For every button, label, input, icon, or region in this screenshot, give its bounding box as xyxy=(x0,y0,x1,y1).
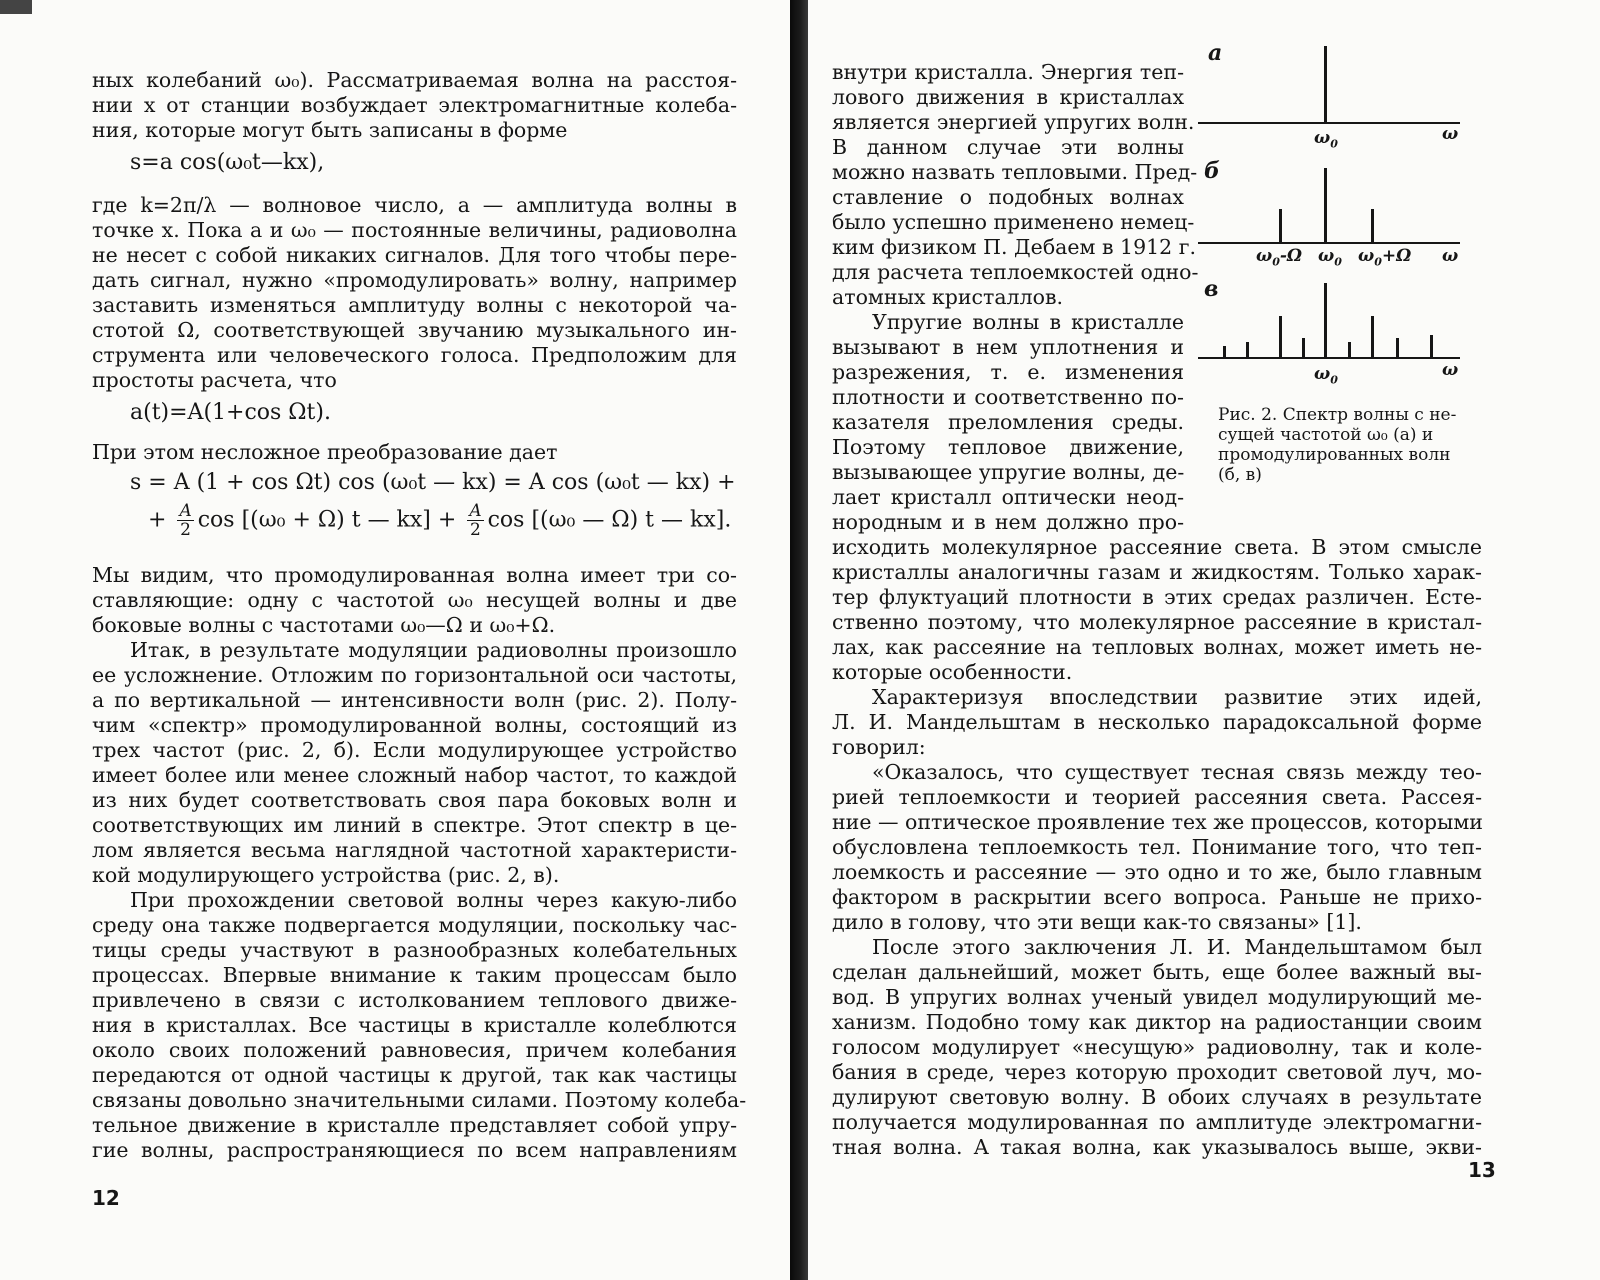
text-line: рией теплоемкости и теорией рассеяния света. Рассея- xyxy=(832,785,1482,809)
text-line: ставление о подобных волнах xyxy=(832,185,1184,209)
scan-corner-shadow xyxy=(0,0,32,14)
fraction: $\frac{A}{2}$ xyxy=(179,501,192,540)
text-line: лах, как рассеяние на тепловых волнах, может иметь не- xyxy=(832,635,1482,659)
text-line: разрежения, т. е. изменения xyxy=(832,360,1184,384)
text-line: процессах. Впервые внимание к таким процессам было xyxy=(92,963,737,987)
text-line: где k=2π/λ — волновое число, a — амплитуда волны в xyxy=(92,193,737,217)
text-line: исходить молекулярное рассеяние света. В этом смысле xyxy=(832,535,1482,559)
text-line: казателя преломления среды. xyxy=(832,410,1184,434)
text-line: голосом модулирует «несущую» радиоволну, так и коле- xyxy=(832,1035,1482,1059)
page-number: 13 xyxy=(1468,1158,1496,1182)
caption-line: промодулированных волн xyxy=(1218,445,1451,465)
formula-amplitude: a(t)=A(1+cos Ωt). xyxy=(130,400,331,425)
text-line: получается модулированная по амплитуде электромагни- xyxy=(832,1110,1482,1134)
text-line: ственно поэтому, что молекулярное рассеяние в кристал- xyxy=(832,610,1482,634)
text-line: не несет с собой никаких сигналов. Для того чтобы пере- xyxy=(92,243,737,267)
panel-b-omega-minus-label: $\omega_0-\Omega$ xyxy=(1256,246,1303,269)
text-line: При этом несложное преобразование дает xyxy=(92,440,558,464)
panel-c-spectrum-line-1 xyxy=(1223,346,1226,357)
text-line: тер флуктуаций плотности в этих средах различен. Есте- xyxy=(832,585,1482,609)
panel-c-spectrum-line-9 xyxy=(1430,335,1433,357)
panel-c-spectrum-line-5 xyxy=(1324,283,1327,357)
formula-modulated-wave-2: + $\frac{A}{2}$ cos [(ω₀ + Ω) t — kx] + $\frac{A}{2}$ cos [(ω₀ — Ω) t — kx]. xyxy=(148,501,732,540)
text-line: струмента или человеческого голоса. Предположим для xyxy=(92,343,737,367)
text-line: которые особенности. xyxy=(832,660,1073,684)
text-line: фактором в раскрытии всего вопроса. Раньше не прихо- xyxy=(832,885,1482,909)
panel-a-axis xyxy=(1198,122,1460,124)
formula-carrier-wave: s=a cos(ω₀t—kx), xyxy=(130,150,325,175)
text-line: лает кристалл оптически неод- xyxy=(832,485,1184,509)
panel-c-spectrum-line-2 xyxy=(1246,342,1249,357)
panel-c-spectrum-line-7 xyxy=(1371,316,1374,357)
text-line: Мы видим, что промодулированная волна имеет три со- xyxy=(92,563,737,587)
panel-c-label: в xyxy=(1204,276,1219,302)
panel-c-omega0-label: $\omega_0$ xyxy=(1314,364,1338,387)
text-line: тная волна. А такая волна, как указывалось выше, экви- xyxy=(832,1135,1482,1159)
text-line: связаны довольно значительными силами. Поэтому колеба- xyxy=(92,1088,747,1112)
formula-modulated-wave-1: s = A (1 + cos Ωt) cos (ω₀t — kx) = A cos (ω₀t — kx) + xyxy=(130,470,736,495)
text-line: бания в среде, через которую проходит световой луч, мо- xyxy=(832,1060,1482,1084)
text-line: вызывают в нем уплотнения и xyxy=(832,335,1184,359)
text-line: вызывающее упругие волны, де- xyxy=(832,460,1185,484)
text-line: среду она также подвергается модуляции, поскольку час- xyxy=(92,913,737,937)
text-line: Упругие волны в кристалле xyxy=(872,310,1184,334)
panel-c-spectrum-line-4 xyxy=(1302,338,1305,357)
text-line: сделан дальнейший, может быть, еще более важный вы- xyxy=(832,960,1482,984)
spectrum-figure xyxy=(1190,38,1480,398)
text-line: ных колебаний ω₀). Рассматриваемая волна на расстоя- xyxy=(92,68,737,92)
page-number: 12 xyxy=(92,1186,120,1210)
text-line: вод. В упругих волнах ученый увидел модулирующий ме- xyxy=(832,985,1482,1009)
panel-b-label: б xyxy=(1204,158,1220,184)
text-line: Поэтому тепловое движение, xyxy=(832,435,1184,459)
text-line: лового движения в кристаллах xyxy=(832,85,1184,109)
panel-b-omega-plus-label: $\omega_0+\Omega$ xyxy=(1358,246,1412,269)
text-line: стотой Ω, соответствующей звучанию музыкального ин- xyxy=(92,318,737,342)
text-line: плотности и соответственно по- xyxy=(832,385,1184,409)
text-line: Итак, в результате модуляции радиоволны произошло xyxy=(130,638,737,662)
text-line: заставить изменяться амплитуду волны с некоторой ча- xyxy=(92,293,737,317)
panel-a-omega0-label: $\omega_0$ xyxy=(1314,128,1338,151)
panel-b-omega0-label: $\omega_0$ xyxy=(1318,246,1342,269)
book-spine xyxy=(790,0,808,1280)
panel-b-omega-label: ω xyxy=(1442,246,1459,266)
text-line: ее усложнение. Отложим по горизонтальной оси частоты, xyxy=(92,663,737,687)
text-line: тельное движение в кристалле представляет собой упру- xyxy=(92,1113,737,1137)
panel-b-axis xyxy=(1198,242,1460,244)
text-line: гие волны, распространяющиеся по всем направлениям xyxy=(92,1138,737,1162)
text-line: дулируют световую волну. В обоих случаях в результате xyxy=(832,1085,1482,1109)
text-line: ставляющие: одну с частотой ω₀ несущей волны и две xyxy=(92,588,737,612)
text-line: соответствующих им линий в спектре. Этот спектр в це- xyxy=(92,813,737,837)
text-line: дило в голову, что эти вещи как-то связаны» [1]. xyxy=(832,910,1362,934)
caption-line: Рис. 2. Спектр волны с не- xyxy=(1218,405,1457,425)
panel-c-spectrum-line-6 xyxy=(1348,342,1351,357)
text-line: привлечено в связи с истолкованием теплового движе- xyxy=(92,988,737,1012)
text-line: передаются от одной частицы к другой, так как частицы xyxy=(92,1063,737,1087)
text-line: боковые волны с частотами ω₀—Ω и ω₀+Ω. xyxy=(92,613,556,637)
text-line: ким физиком П. Дебаем в 1912 г. xyxy=(832,235,1196,259)
text-line: ния в кристаллах. Все частицы в кристалле колеблются xyxy=(92,1013,737,1037)
text-line: простоты расчета, что xyxy=(92,368,337,392)
panel-b-spectrum-line-3 xyxy=(1371,209,1374,242)
text-line: После этого заключения Л. И. Мандельштамом был xyxy=(872,935,1482,959)
text-line: точке x. Пока a и ω₀ — постоянные величины, радиоволна xyxy=(92,218,737,242)
text-line: чим «спектр» промодулированной волны, состоящий из xyxy=(92,713,737,737)
text-line: нии x от станции возбуждает электромагнитные колеба- xyxy=(92,93,737,117)
text-line: из них будет соответствовать своя пара боковых волн и xyxy=(92,788,737,812)
panel-a-spectrum-line-1 xyxy=(1324,46,1327,122)
panel-c-spectrum-line-8 xyxy=(1396,338,1399,357)
text-line: внутри кристалла. Энергия теп- xyxy=(832,60,1184,84)
text-line: лом является весьма наглядной частотной характеристи- xyxy=(92,838,737,862)
text-line: около своих положений равновесия, причем колебания xyxy=(92,1038,737,1062)
text-line: ния, которые могут быть записаны в форме xyxy=(92,118,568,142)
text-line: кристаллы аналогичны газам и жидкостям. Только харак- xyxy=(832,560,1482,584)
text-line: нородным и в нем должно про- xyxy=(832,510,1184,534)
text-line: трех частот (рис. 2, б). Если модулирующее устройство xyxy=(92,738,737,762)
text-line: имеет более или менее сложный набор частот, то каждой xyxy=(92,763,737,787)
text-line: является энергией упругих волн. xyxy=(832,110,1195,134)
text-line: ханизм. Подобно тому как диктор на радиостанции своим xyxy=(832,1010,1482,1034)
text-line: тицы среды участвуют в разнообразных колебательных xyxy=(92,938,737,962)
text-line: Л. И. Мандельштам в несколько парадоксальной форме xyxy=(832,710,1482,734)
text-line: лоемкость и рассеяние — это одно и то же, было главным xyxy=(832,860,1482,884)
figure-caption xyxy=(1218,405,1482,485)
text-line: В данном случае эти волны xyxy=(832,135,1184,159)
panel-b-spectrum-line-2 xyxy=(1324,168,1327,242)
panel-a-label: а xyxy=(1208,40,1223,66)
text-line: можно назвать тепловыми. Пред- xyxy=(832,160,1198,184)
panel-c-omega-label: ω xyxy=(1442,360,1459,380)
panel-c-spectrum-line-3 xyxy=(1279,316,1282,357)
text-line: При прохождении световой волны через какую-либо xyxy=(130,888,737,912)
text-line: «Оказалось, что существует тесная связь между тео- xyxy=(872,760,1482,784)
text-line: было успешно применено немец- xyxy=(832,210,1195,234)
panel-a-omega-label: ω xyxy=(1442,124,1459,144)
caption-line: (б, в) xyxy=(1218,465,1262,485)
caption-line: сущей частотой ω₀ (а) и xyxy=(1218,425,1434,445)
text-line: ние — оптическое проявление тех же процессов, которыми xyxy=(832,810,1483,834)
text-line: Характеризуя впоследствии развитие этих идей, xyxy=(872,685,1482,709)
text-line: говорил: xyxy=(832,735,926,759)
left-page xyxy=(0,0,790,1280)
text-line: обусловлена теплоемкость тел. Понимание того, что теп- xyxy=(832,835,1482,859)
panel-c-axis xyxy=(1198,357,1460,359)
text-line: атомных кристаллов. xyxy=(832,285,1063,309)
text-line: дать сигнал, нужно «промодулировать» волну, например xyxy=(92,268,737,292)
fraction: $\frac{A}{2}$ xyxy=(469,501,482,540)
panel-b-spectrum-line-1 xyxy=(1279,209,1282,242)
text-line: кой модулирующего устройства (рис. 2, в). xyxy=(92,863,560,887)
text-line: для расчета теплоемкостей одно- xyxy=(832,260,1199,284)
text-line: а по вертикальной — интенсивности волн (рис. 2). Полу- xyxy=(92,688,737,712)
